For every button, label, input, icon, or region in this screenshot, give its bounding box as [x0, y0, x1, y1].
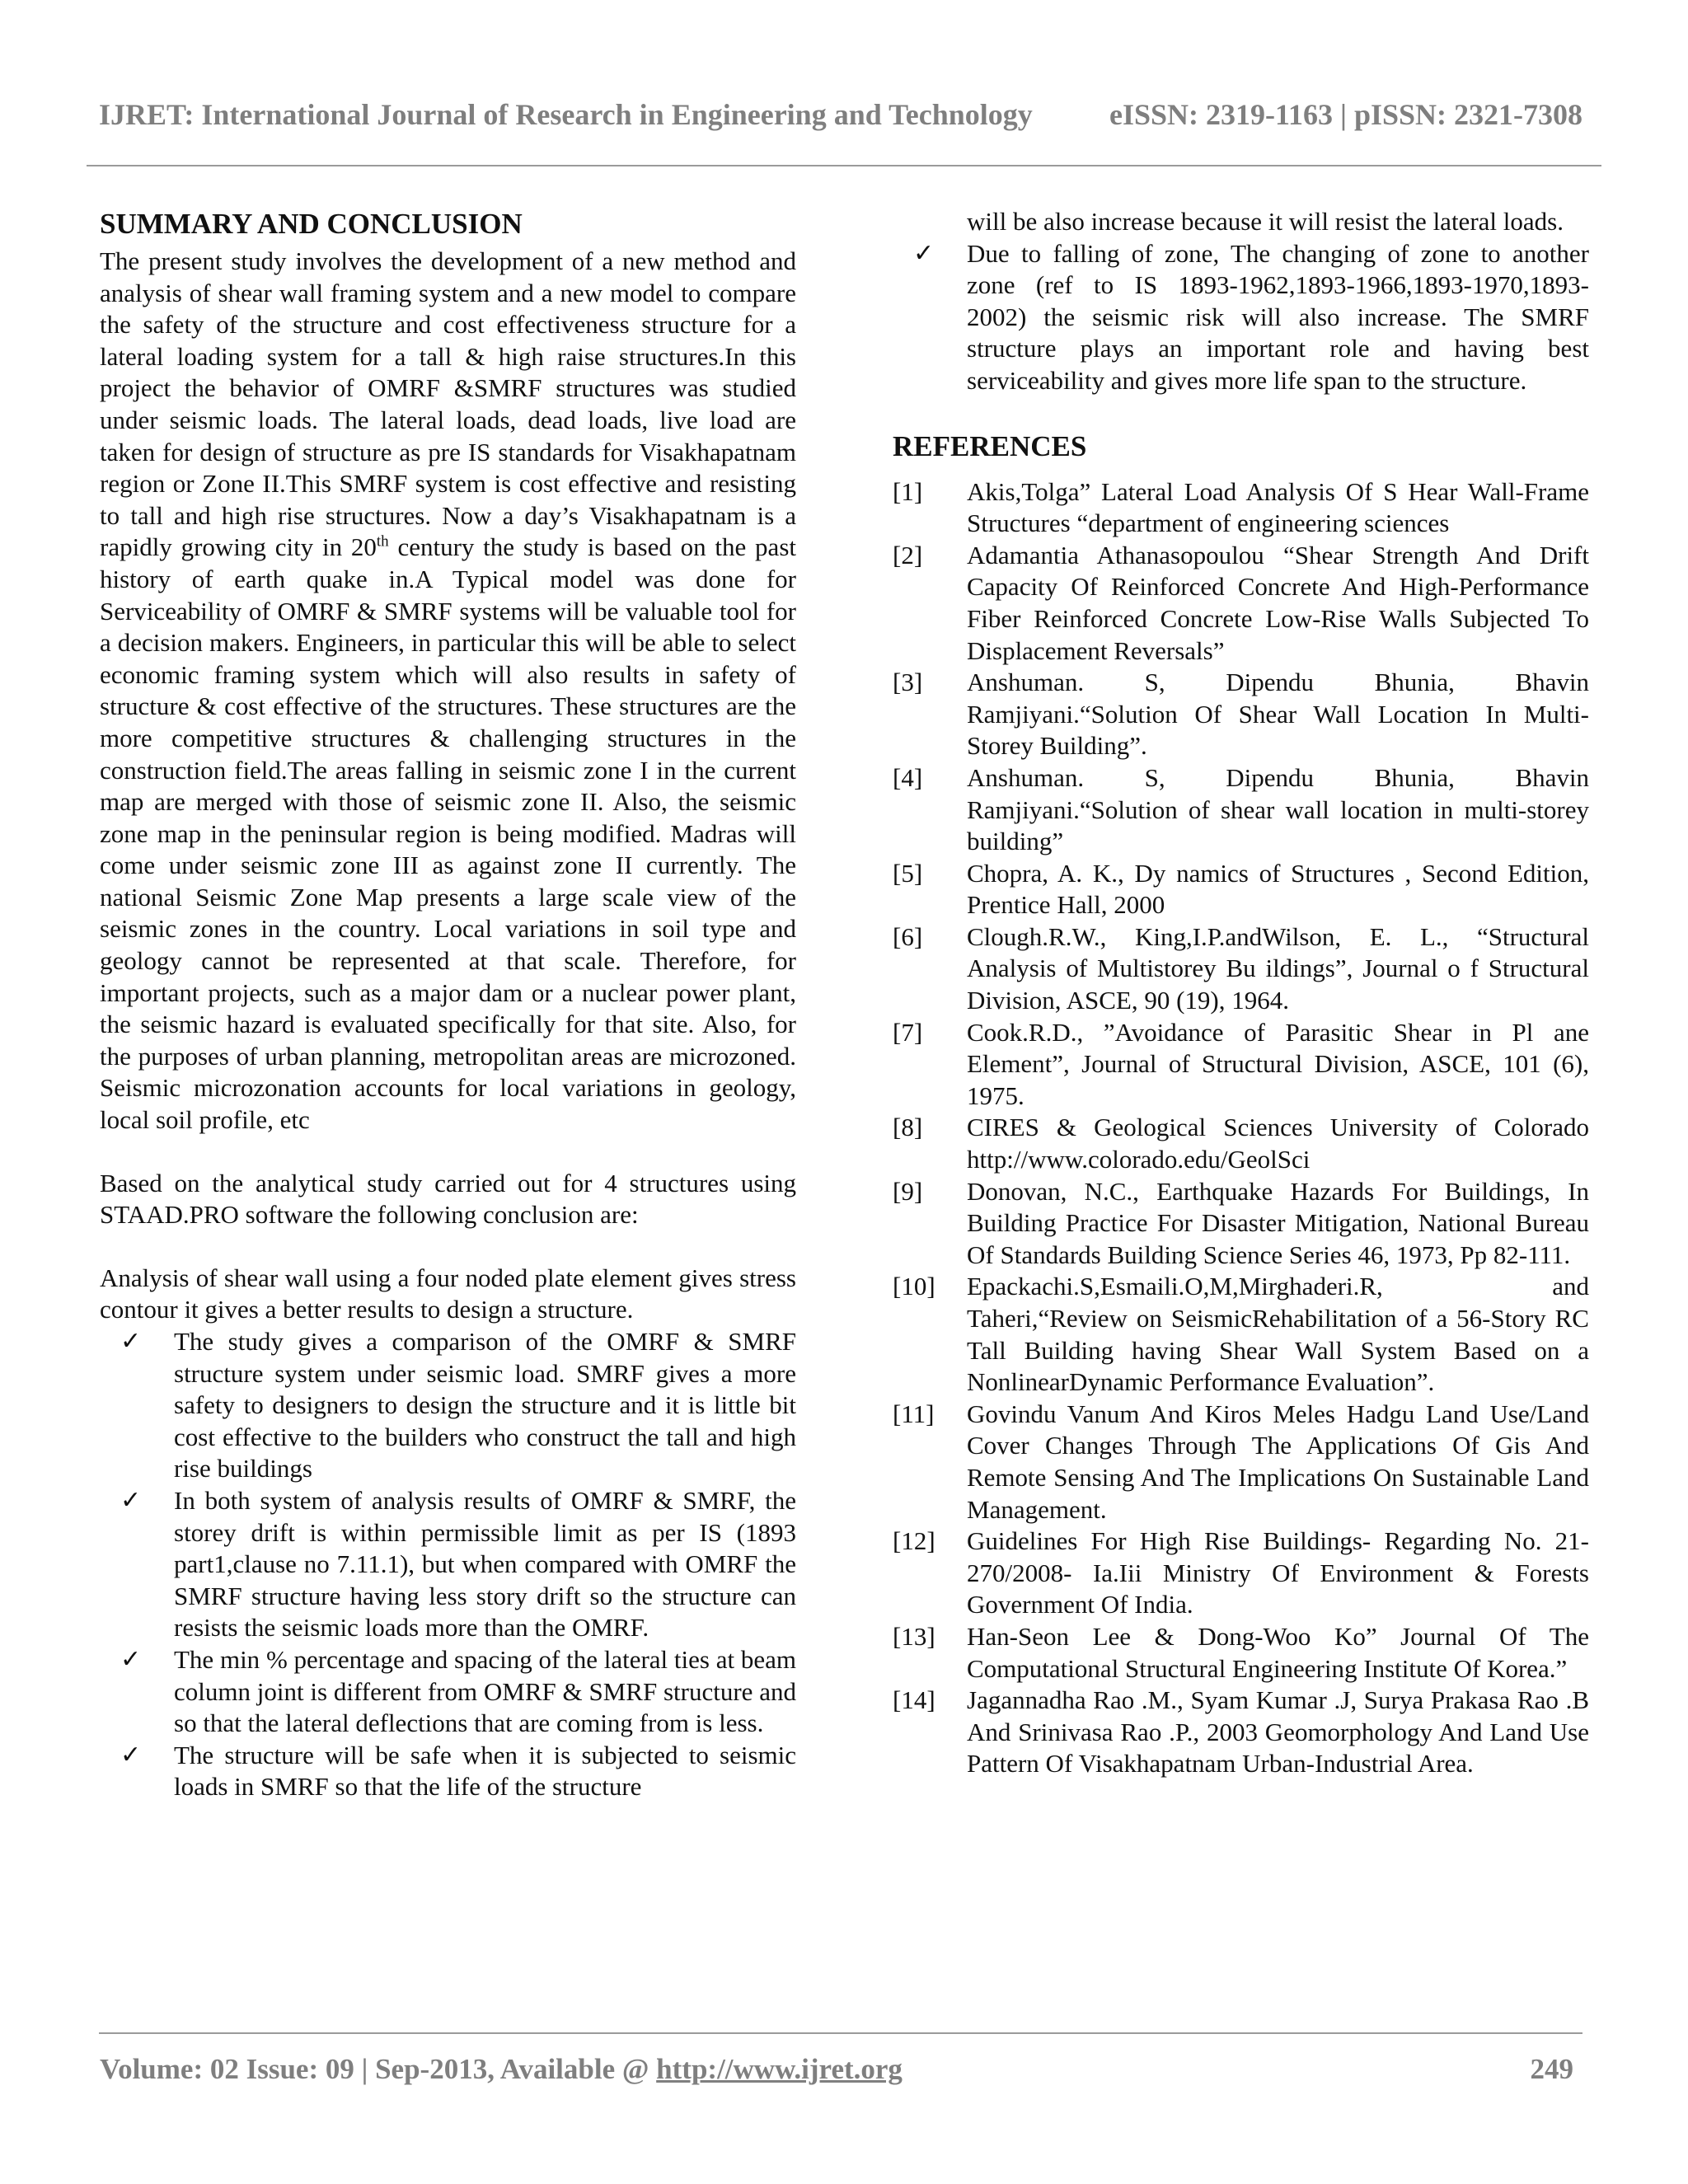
reference-text: Akis,Tolga” Lateral Load Analysis Of S Hear Wall-Frame Structures “department of engineering sciences [967, 476, 1589, 538]
conclusion-text: The min % percentage and spacing of the lateral ties at beam column joint is different from OMRF & SMRF structure and so that the lateral deflections that are coming from is less. [174, 1644, 796, 1738]
header-divider [87, 165, 1601, 166]
journal-link[interactable]: http://www.ijret.org [656, 2053, 903, 2085]
conclusion-text: Due to falling of zone, The changing of zone to another zone (ref to IS 1893-1962,1893-1966,1893-1970,1893-2002) the seismic risk will also increase. The SMRF structure plays an important role and having best serviceability and gives more life span to the structure. [967, 238, 1589, 395]
reference-item [893, 1176, 1589, 1272]
summary-text-a: The present study involves the development of a new method and analysis of shear wall framing system and a new model to compare the safety of the structure and cost effectiveness structure for a lateral loading system for a tall & high raise structures.In this project the behavior of OMRF &SMRF structures was studied under seismic loads. The lateral loads, dead loads, live load are taken for design of structure as pre IS standards for Visakhapatnam region or Zone II.This SMRF system is cost effective and resisting to tall and high rise structures. Now a day’s Visakhapatnam is a rapidly growing city in 20 [100, 246, 796, 562]
reference-text: Govindu Vanum And Kiros Meles Hadgu Land Use/Land Cover Changes Through The Applications Of Gis And Remote Sensing And The Implications On Sustainable Land Management. [967, 1399, 1589, 1524]
reference-number: [1] [893, 476, 923, 506]
reference-item [893, 1526, 1589, 1621]
conclusion-text: The structure will be safe when it is subjected to seismic loads in SMRF so that the life of the structure [174, 1740, 796, 1802]
continuation-text: will be also increase because it will resist the lateral loads. [967, 207, 1564, 236]
analysis-paragraph: Based on the analytical study carried out for 4 structures using STAAD.PRO software the following conclusion are: [100, 1168, 796, 1230]
reference-item [893, 921, 1589, 1017]
conclusion-list-continued [893, 206, 1589, 397]
reference-text: Anshuman. S, Dipendu Bhunia, Bhavin Ramjiyani.“Solution of shear wall location in multi-storey building” [967, 762, 1589, 856]
footer-divider [99, 2032, 1582, 2034]
conclusion-text: In both system of analysis results of OMRF & SMRF, the storey drift is within permissible limit as per IS (1893 part1,clause no 7.11.1), but when compared with OMRF the SMRF structure having less story drift so the structure can resists the seismic loads more than the OMRF. [174, 1485, 796, 1643]
reference-item [893, 1017, 1589, 1113]
reference-number: [8] [893, 1113, 923, 1142]
reference-item [893, 476, 1589, 540]
reference-number: [12] [893, 1526, 935, 1556]
page-header [99, 97, 1582, 138]
reference-number: [10] [893, 1272, 935, 1301]
reference-item [893, 1112, 1589, 1175]
checkmark-icon: ✓ [120, 1485, 142, 1515]
reference-item [893, 540, 1589, 667]
reference-item [893, 1685, 1589, 1780]
reference-item [893, 667, 1589, 762]
journal-title: IJRET: International Journal of Research in Engineering and Technology [99, 98, 1033, 131]
checkmark-icon: ✓ [120, 1740, 142, 1769]
reference-text: Epackachi.S,Esmaili.O,M,Mirghaderi.R, and Taheri,“Review on SeismicRehabilitation of a 56-Story RC Tall Building having Shear Wall System Based on a NonlinearDynamic Performance Evaluation”. [967, 1272, 1589, 1397]
summary-paragraph [100, 246, 796, 1137]
reference-list [893, 476, 1589, 1780]
reference-number: [7] [893, 1017, 923, 1047]
superscript-th: th [376, 533, 389, 551]
reference-number: [14] [893, 1685, 935, 1715]
reference-item [893, 762, 1589, 858]
reference-number: [13] [893, 1621, 935, 1651]
reference-text: Donovan, N.C., Earthquake Hazards For Buildings, In Building Practice For Disaster Mitigation, National Bureau Of Standards Building Science Series 46, 1973, Pp 82-111. [967, 1176, 1589, 1269]
reference-number: [6] [893, 921, 923, 951]
page-number: 249 [1530, 2053, 1573, 2085]
reference-number: [5] [893, 858, 923, 888]
conclusion-text: The study gives a comparison of the OMRF & SMRF structure system under seismic load. SMRF gives a more safety to designers to design the structure and it is little bit cost effective to the builders who construct the tall and high rise buildings [174, 1327, 796, 1483]
references-heading: REFERENCES [893, 429, 1087, 462]
volume-info: Volume: 02 Issue: 09 | Sep-2013, Available @ [100, 2053, 657, 2085]
reference-number: [9] [893, 1176, 923, 1206]
reference-text: Jagannadha Rao .M., Syam Kumar .J, Surya Prakasa Rao .B And Srinivasa Rao .P., 2003 Geomorphology And Land Use Pattern Of Visakhapatnam Urban-Industrial Area. [967, 1685, 1589, 1779]
reference-item [893, 1271, 1589, 1398]
conclusion-item [100, 1740, 796, 1803]
reference-text: Cook.R.D., ”Avoidance of Parasitic Shear in Pl ane Element”, Journal of Structural Division, ASCE, 101 (6), 1975. [967, 1017, 1589, 1110]
summary-heading: SUMMARY AND CONCLUSION [100, 208, 523, 240]
reference-text: CIRES & Geological Sciences University of Colorado http://www.colorado.edu/GeolSci [967, 1113, 1589, 1174]
reference-number: [11] [893, 1399, 935, 1428]
reference-item [893, 1621, 1589, 1685]
reference-text: Anshuman. S, Dipendu Bhunia, Bhavin Ramjiyani.“Solution Of Shear Wall Location In Multi-Storey Building”. [967, 668, 1589, 761]
reference-number: [2] [893, 540, 923, 569]
checkmark-icon: ✓ [120, 1327, 142, 1356]
conclusion-list [100, 1326, 796, 1803]
right-column [893, 206, 1589, 1780]
page-footer [100, 2053, 1573, 2091]
checkmark-icon: ✓ [120, 1644, 142, 1674]
checkmark-icon: ✓ [913, 238, 935, 268]
reference-number: [4] [893, 762, 923, 792]
reference-text: Adamantia Athanasopoulou “Shear Strength And Drift Capacity Of Reinforced Concrete And High-Performance Fiber Reinforced Concrete Low-Rise Walls Subjected To Displacement Reversals” [967, 540, 1589, 665]
conclusion-item [100, 1326, 796, 1485]
conclusion-item [893, 238, 1589, 397]
conclusion-item [100, 1644, 796, 1740]
shear-wall-paragraph: Analysis of shear wall using a four noded plate element gives stress contour it gives a better results to design a structure. [100, 1263, 796, 1324]
reference-text: Clough.R.W., King,I.P.andWilson, E. L., “Structural Analysis of Multistorey Bu ildings”, Journal o f Structural Division, ASCE, 90 (19), 1964. [967, 921, 1589, 1015]
reference-item [893, 1399, 1589, 1526]
conclusion-item [100, 1485, 796, 1644]
conclusion-continuation [893, 206, 1589, 238]
reference-text: Chopra, A. K., Dy namics of Structures , Second Edition, Prentice Hall, 2000 [967, 858, 1589, 920]
reference-text: Han-Seon Lee & Dong-Woo Ko” Journal Of The Computational Structural Engineering Institute Of Korea.” [967, 1621, 1589, 1683]
reference-text: Guidelines For High Rise Buildings- Regarding No. 21-270/2008- Ia.Iii Ministry Of Environment & Forests Government Of India. [967, 1526, 1589, 1619]
reference-number: [3] [893, 668, 923, 697]
summary-text-b: century the study is based on the past history of earth quake in.A Typical model was done for Serviceability of OMRF & SMRF systems will be valuable tool for a decision makers. Engineers, in particular this will be able to select economic framing system which will also results in safety of structure & cost effective of the structures. These structures are the more competitive structures & challenging structures in the construction field.The areas falling in seismic zone I in the current map are merged with those of seismic zone II. Also, the seismic zone map in the peninsular region is being modified. Madras will come under seismic zone III as against zone II currently. The national Seismic Zone Map presents a large scale view of the seismic zones in the country. Local variations in soil type and geology cannot be represented at that scale. Therefore, for important projects, such as a major dam or a nuclear power plant, the seismic hazard is evaluated specifically for that site. Also, for the purposes of urban planning, metropolitan areas are microzoned. Seismic microzonation accounts for local variations in geology, local soil profile, etc [100, 532, 796, 1135]
left-column [100, 206, 796, 1803]
reference-item [893, 858, 1589, 921]
issn-info: eISSN: 2319-1163 | pISSN: 2321-7308 [1109, 98, 1582, 131]
